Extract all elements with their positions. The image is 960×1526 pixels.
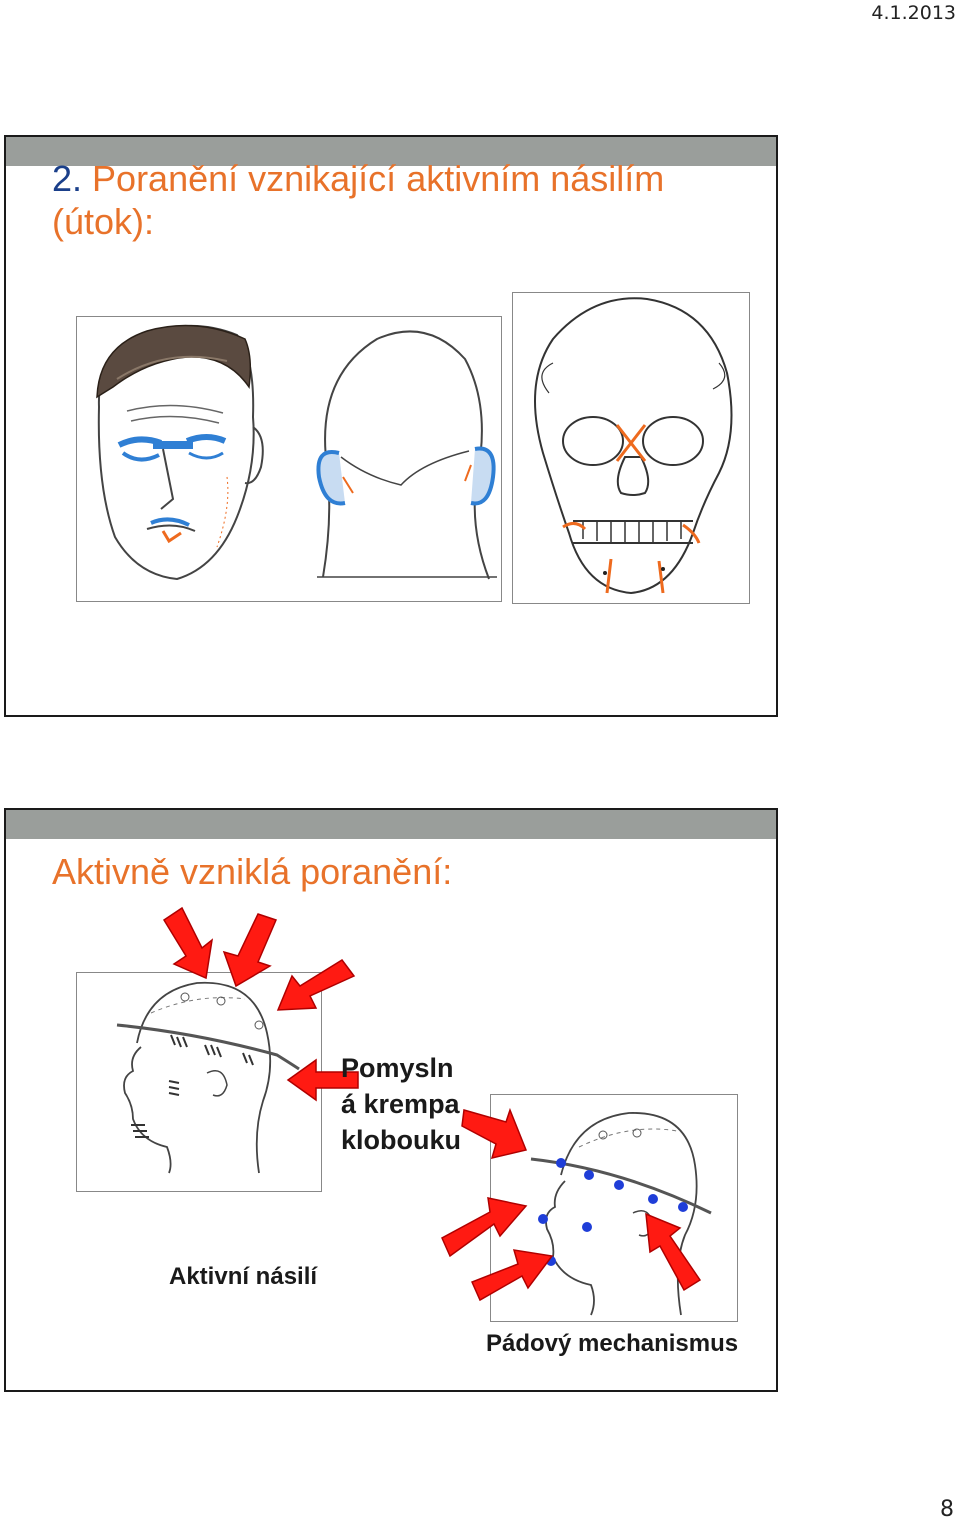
- slide-1: [4, 135, 778, 717]
- header-date: 4.1.2013: [871, 2, 956, 24]
- red-arrow-icon: [646, 1214, 700, 1290]
- red-arrow-icon: [278, 960, 354, 1010]
- slide-2: [4, 808, 778, 1392]
- red-arrow-icon: [462, 1110, 526, 1158]
- caption-hat-brim: [341, 1050, 461, 1158]
- title-number: 2.: [52, 158, 83, 199]
- slide-2-title: Aktivně vzniklá poranění:: [52, 851, 453, 892]
- title-text: Poranění vznikající aktivním násilím (útok):: [52, 158, 665, 242]
- caption-hat-line-3: klobouku: [341, 1125, 461, 1155]
- caption-hat-line-1: Pomysln: [341, 1053, 454, 1083]
- red-arrow-icon: [224, 914, 276, 986]
- red-arrow-icon: [164, 908, 212, 978]
- caption-fall-mechanism: Pádový mechanismus: [486, 1330, 739, 1357]
- red-arrow-icon: [472, 1250, 552, 1300]
- caption-active-violence: Aktivní násilí: [169, 1263, 318, 1290]
- skull-fracture-illustration: [512, 292, 750, 604]
- slide-1-title: [52, 157, 776, 243]
- caption-hat-line-2: á krempa: [341, 1089, 460, 1119]
- page-number: 8: [940, 1497, 954, 1522]
- face-injury-illustration: [76, 316, 502, 602]
- red-arrow-icon: [442, 1198, 526, 1256]
